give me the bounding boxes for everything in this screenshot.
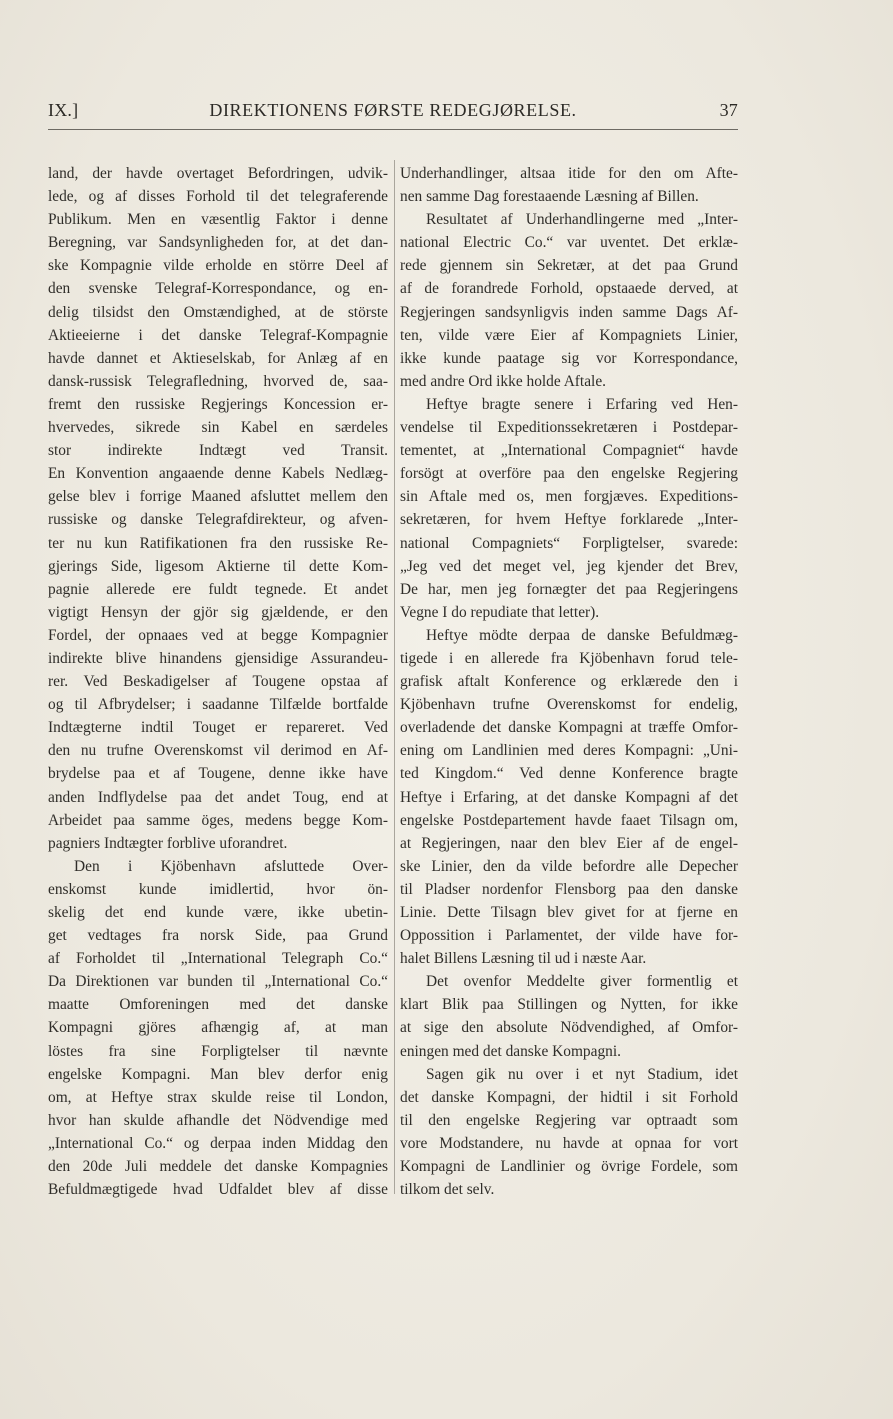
text-line: anden Indflydelse paa det andet Toug, end at	[48, 788, 388, 806]
text-line: fremt den russiske Regjerings Koncession er-	[48, 395, 388, 413]
text-line: De har, men jeg fornægter det paa Regjeringens	[400, 580, 738, 598]
text-line: Kompagni de Landlinier og övrige Fordele, som	[400, 1158, 738, 1176]
text-line: stor indirekte Indtægt ved Transit.	[48, 442, 388, 460]
text-line: af de forandrede Forhold, opstaaede derved, at	[400, 280, 738, 298]
text-line: russiske og danske Telegrafdirekteur, og afven-	[48, 511, 388, 529]
text-line: Befuldmægtigede hvad Udfaldet blev af disse	[48, 1181, 388, 1199]
text-line: vigtigt Hensyn der gjör sig gjældende, er den	[48, 603, 388, 621]
text-line: Vegne I do repudiate that letter).	[400, 603, 600, 621]
text-line: grafisk aftalt Konference og erklærede den i	[400, 673, 738, 691]
text-line: brydelse paa et af Tougene, denne ikke have	[48, 765, 388, 783]
text-line: til Pladser nordenfor Flensborg paa den danske	[400, 880, 738, 898]
text-line: „International Co.“ og derpaa inden Middag den	[48, 1134, 388, 1152]
text-line: overladende det danske Kompagni at træffe Omfor-	[400, 719, 738, 737]
text-line: maatte Omforeningen med det danske	[48, 996, 388, 1014]
text-line: sekretæren, for hvem Heftye forklarede „Inter-	[400, 511, 738, 529]
text-line: at Regjeringen, naar den blev Eier af de engel-	[400, 834, 738, 852]
text-line: Det ovenfor Meddelte giver formentlig et	[426, 973, 738, 991]
text-line: engelske Postdepartement havde faaet Tilsagn om,	[400, 811, 738, 829]
text-line: tigede i en allerede fra Kjöbenhavn forud tele-	[400, 649, 738, 667]
text-line: ening om Landlinien med deres Kompagni: „Uni-	[400, 742, 738, 760]
text-line: Kompagni gjöres afhængig af, at man	[48, 1019, 388, 1037]
text-line: den 20de Juli meddele det danske Kompagnies	[48, 1158, 388, 1176]
text-line: ten, vilde være Eier af Kompagniets Linier,	[400, 326, 738, 344]
text-line: gjerings Side, ligesom Aktierne til dette Kom-	[48, 557, 388, 575]
text-line: lede, og af disses Forhold til det telegraferende	[48, 188, 388, 206]
text-line: Heftye bragte senere i Erfaring ved Hen-	[426, 395, 738, 413]
text-line: Beregning, var Sandsynligheden for, at det dan-	[48, 234, 388, 252]
column-divider	[394, 160, 395, 1194]
text-line: En Konvention angaaende denne Kabels Nedlæg-	[48, 465, 388, 483]
text-line: sin Aftale med os, men forgjæves. Expeditions-	[400, 488, 738, 506]
text-line: Oppossition i Parlamentet, der vilde have for-	[400, 927, 738, 945]
text-line: ske Kompagnie vilde erholde en större Deel af	[48, 257, 388, 275]
text-line: indirekte blive hinandens gjensidige Assurandeu-	[48, 649, 388, 667]
text-line: at sige den absolute Nödvendighed, af Omfor-	[400, 1019, 738, 1037]
text-line: Aktieeierne i det danske Telegraf-Kompagnie	[48, 326, 388, 344]
text-line: den svenske Telegraf-Korrespondance, og en-	[48, 280, 388, 298]
text-line: Sagen gik nu over i et nyt Stadium, idet	[426, 1065, 738, 1083]
text-line: og til Afbrydelser; i saadanne Tilfælde bortfalde	[48, 696, 388, 714]
text-line: Underhandlinger, altsaa itide for den om Afte-	[400, 165, 738, 182]
text-line: Regjeringen sandsynligvis inden samme Dags Af-	[400, 303, 738, 321]
text-line: dansk-russisk Telegrafledning, hvorved de, saa-	[48, 372, 388, 390]
text-line: hvervedes, sikrede sin Kabel en særdeles	[48, 419, 388, 437]
section-marker: IX.]	[48, 100, 79, 120]
text-line: halet Billens Læsning til ud i næste Aar.	[400, 950, 647, 968]
text-line: get vedtages fra norsk Side, paa Grund	[48, 927, 388, 945]
page-number: 37	[719, 100, 738, 120]
text-line: hvor han skulde afhandle det Nödvendige med	[48, 1111, 388, 1129]
text-line: land, der havde overtaget Befordringen, udvik-	[48, 165, 388, 182]
text-line: Den i Kjöbenhavn afsluttede Over-	[74, 857, 388, 875]
text-line: ske Linier, den da vilde befordre alle Depecher	[400, 857, 738, 875]
text-line: klart Blik paa Stillingen og Nytten, for ikke	[400, 996, 738, 1014]
text-line: om, at Heftye strax skulde reise til London,	[48, 1088, 388, 1106]
text-line: af Forholdet til „International Telegraph Co.“	[48, 950, 388, 968]
text-line: Arbeidet paa samme öges, medens begge Kom-	[48, 811, 388, 829]
text-line: vore Modstandere, nu havde at opnaa for vort	[400, 1134, 738, 1152]
text-line: pagnie allerede ere fuldt tegnede. Et andet	[48, 580, 388, 598]
text-line: Heftye i Erfaring, at det danske Kompagni af det	[400, 788, 738, 806]
text-line: Resultatet af Underhandlingerne med „Inter-	[426, 211, 738, 229]
text-line: Heftye mödte derpaa de danske Befuldmæg-	[426, 626, 738, 644]
text-line: tementet, at „International Compagniet“ havde	[400, 442, 738, 460]
text-line: det danske Kompagni, der hidtil i sit Forhold	[400, 1088, 738, 1106]
header-rule	[48, 129, 738, 130]
text-line: pagniers Indtægter forblive uforandret.	[48, 834, 288, 852]
text-line: Fordel, der opnaaes ved at begge Kompagnier	[48, 626, 388, 644]
text-line: national Compagniets“ Forpligtelser, svarede:	[400, 534, 738, 552]
text-line: forsögt at overföre paa den engelske Regjering	[400, 465, 738, 483]
text-line: den nu trufne Overenskomst vil derimod en Af-	[48, 742, 388, 760]
text-line: löstes fra sine Forpligtelser til nævnte	[48, 1042, 388, 1060]
page-heading: DIREKTIONENS FØRSTE REDEGJØRELSE.	[209, 100, 577, 120]
text-line: rer. Ved Beskadigelser af Tougene opstaa af	[48, 673, 388, 691]
text-line: tilkom det selv.	[400, 1181, 495, 1199]
text-line: vendelse til Expeditionssekretæren i Postdepar-	[400, 419, 738, 437]
text-line: ikke kunde paatage sig vor Korrespondance,	[400, 349, 738, 367]
running-header	[48, 100, 738, 126]
left-column	[48, 162, 388, 1201]
text-line: havde dannet et Aktieselskab, for Anlæg af en	[48, 349, 388, 367]
text-line: „Jeg ved det meget vel, jeg kjender det Brev,	[400, 557, 738, 575]
text-line: engelske Kompagni. Man blev derfor enig	[48, 1065, 388, 1083]
text-line: rede gjennem sin Sekretær, at det paa Grund	[400, 257, 738, 275]
text-line: nen samme Dag forestaaende Læsning af Billen.	[400, 188, 699, 206]
text-line: Kjöbenhavn trufne Overenskomst for endelig,	[400, 696, 738, 714]
text-line: national Electric Co.“ var uventet. Det erklæ-	[400, 234, 738, 252]
text-line: ter nu kun Ratifikationen fra den russiske Re-	[48, 534, 388, 552]
right-column	[400, 162, 738, 1201]
text-line: med andre Ord ikke holde Aftale.	[400, 372, 606, 390]
text-line: gelse blev i forrige Maaned afsluttet mellem den	[48, 488, 388, 506]
text-line: Indtægterne indtil Touget er repareret. Ved	[48, 719, 388, 737]
text-line: eningen med det danske Kompagni.	[400, 1042, 621, 1060]
text-line: delig tilsidst den Omstændighed, at de störste	[48, 303, 388, 321]
text-line: skelig det end kunde være, ikke ubetin-	[48, 904, 388, 921]
text-line: Publikum. Men en væsentlig Faktor i denne	[48, 211, 388, 229]
text-line: ted Kingdom.“ Ved denne Konference bragte	[400, 765, 738, 783]
text-line: til den engelske Regjering var optraadt som	[400, 1111, 738, 1129]
text-line: Da Direktionen var bunden til „International Co.“	[48, 973, 388, 991]
text-line: Linie. Dette Tilsagn blev givet for at fjerne en	[400, 904, 738, 921]
text-line: enskomst kunde imidlertid, hvor ön-	[48, 880, 388, 898]
